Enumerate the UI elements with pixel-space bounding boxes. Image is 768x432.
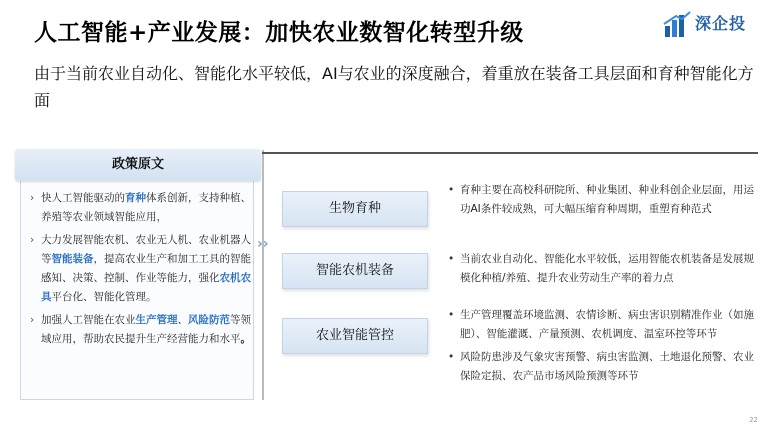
category-bio-breeding: 生物育种 (282, 191, 428, 227)
description-list-machinery (446, 250, 754, 292)
description-item: • 当前农业自动化、智能化水平较低，运用智能农机装备是发展规模化种植/养殖、提升农业劳动生产率的着力点 (446, 250, 754, 288)
category-smart-machinery: 智能农机装备 (282, 253, 428, 289)
horizontal-divider (262, 152, 758, 154)
highlight-term: 风险防范 (188, 314, 230, 326)
page-subtitle: 由于当前农业自动化、智能化水平较低，AI与农业的深度融合，着重放在装备工具层面和育种智能化方面 (34, 64, 754, 110)
description-list-breeding (446, 181, 754, 223)
highlight-term: 育种 (125, 192, 146, 204)
policy-heading-bar (15, 149, 261, 181)
text-segment: 快人工智能驱动的 (41, 192, 125, 204)
policy-item (29, 189, 251, 227)
text-segment: 大力发展智能农机、农业无人机、农业机器人等 (41, 234, 251, 265)
logo-mark-icon (662, 10, 692, 40)
company-logo (662, 8, 762, 44)
policy-item (29, 311, 251, 349)
category-smart-management: 农业智能管控 (282, 318, 428, 354)
highlight-term: 生产管理 (135, 314, 178, 326)
policy-item (29, 231, 251, 307)
text-segment: 加强人工智能在农业 (41, 314, 136, 326)
text-segment: 。 (240, 333, 251, 345)
description-list-management (446, 306, 754, 390)
page-number: 22 (749, 416, 758, 424)
text-segment: 体系创新，支持种植、养殖等农业领域智能应用， (41, 192, 251, 223)
text-segment: 、 (177, 314, 188, 326)
highlight-term: 农机农具 (41, 272, 251, 303)
text-segment: 平台化、智能化管理。 (51, 291, 157, 303)
description-item: • 风险防患涉及气象灾害预警、病虫害监测、土地退化预警、农业保险定损、农产品市场风险预测等环节 (446, 348, 754, 386)
chevron-right-icon: ›› (257, 236, 269, 252)
description-item: • 生产管理覆盖环境监测、农情诊断、病虫害识别精准作业（如施肥）、智能灌溉、产量预测、农机调度、温室环控等环节 (446, 306, 754, 344)
vertical-divider (262, 150, 264, 400)
text-segment: ，提高农业生产和加工工具的智能感知、决策、控制、作业等能力，强化 (41, 253, 251, 284)
text-segment: 等领域应用，帮助农民提升生产经营能力和水平 (41, 314, 251, 345)
description-item: • 育种主要在高校科研院所、种业集团、种业科创企业层面，用运功AI条件较成熟，可大幅压缩育种周期，重塑育种范式 (446, 181, 754, 219)
page-title: 人工智能+产业发展：加快农业数智化转型升级 (34, 20, 524, 46)
policy-heading: 政策原文 (111, 157, 164, 172)
logo-text: 深企投 (695, 14, 747, 33)
policy-panel (20, 150, 254, 400)
policy-list (29, 189, 251, 353)
highlight-term: 智能装备 (51, 253, 94, 265)
